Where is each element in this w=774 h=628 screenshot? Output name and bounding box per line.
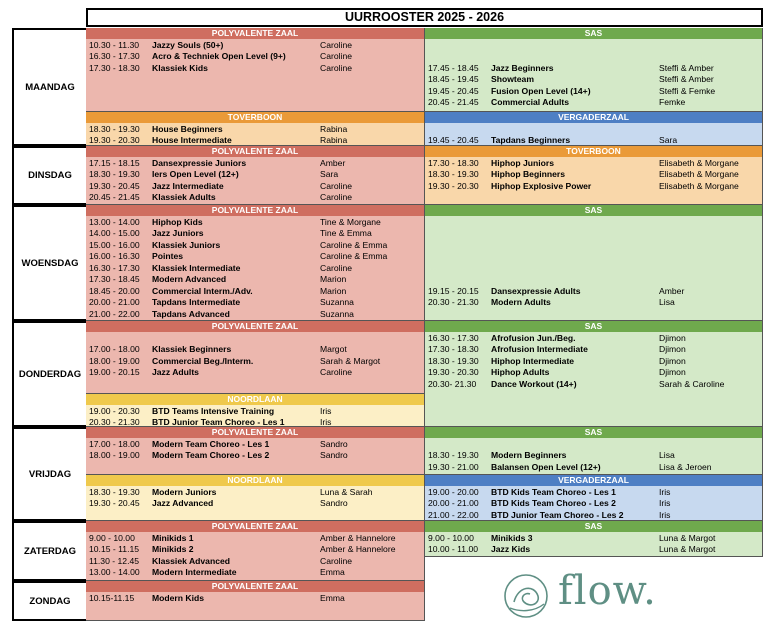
class-teacher: Caroline — [320, 39, 353, 50]
class-name: Afrofusion Intermediate — [491, 344, 588, 354]
class-time: 19.30 - 20.30 — [428, 367, 479, 377]
class-time: 16.30 - 17.30 — [428, 332, 479, 343]
class-row — [86, 498, 424, 510]
class-teacher: Suzanna — [320, 297, 354, 307]
class-name: Jazz Juniors — [152, 228, 204, 238]
class-row — [425, 498, 762, 510]
class-time: 20.00 - 21.00 — [428, 498, 479, 508]
class-time: 15.00 - 16.00 — [89, 239, 140, 250]
class-teacher: Steffi & Amber — [659, 62, 714, 73]
class-row — [86, 450, 424, 462]
class-teacher: Iris — [320, 417, 332, 427]
class-row — [86, 251, 424, 263]
class-teacher: Caroline — [320, 262, 353, 273]
class-teacher: Femke — [659, 97, 686, 107]
class-row — [425, 533, 762, 545]
class-name: Jazz Kids — [491, 544, 531, 554]
class-row — [86, 240, 424, 252]
class-row — [425, 74, 762, 86]
class-teacher: Sandro — [320, 450, 348, 460]
class-time: 20.30 - 21.30 — [89, 417, 140, 427]
day-woensdag: WOENSDAG — [12, 205, 86, 321]
class-time: 17.00 - 18.00 — [89, 344, 140, 354]
class-time: 19.45 - 20.45 — [428, 85, 479, 96]
class-name: Modern Team Choreo - Les 1 — [152, 438, 270, 449]
class-time: 18.45 - 20.00 — [89, 285, 140, 296]
class-time: 17.15 - 18.15 — [89, 157, 140, 168]
class-time: 13.00 - 14.00 — [89, 216, 140, 227]
room-block — [86, 112, 425, 146]
class-teacher: Caroline & Emma — [320, 251, 388, 261]
class-name: Klassiek Advanced — [152, 555, 231, 566]
room-header: POLYVALENTE ZAAL — [86, 427, 424, 438]
room-block — [425, 475, 763, 521]
class-time: 16.30 - 17.30 — [89, 51, 140, 61]
class-time: 14.00 - 15.00 — [89, 228, 140, 238]
class-row — [86, 228, 424, 240]
day-donderdag: DONDERDAG — [12, 321, 86, 427]
class-teacher: Luna & Margot — [659, 532, 716, 543]
room-block — [86, 521, 425, 581]
class-teacher: Luna & Sarah — [320, 486, 373, 497]
class-time: 18.30 - 19.30 — [89, 486, 140, 497]
room-block — [425, 321, 763, 427]
room-header: NOORDLAAN — [86, 475, 424, 486]
class-name: Hiphop Adults — [491, 367, 550, 377]
class-name: Hiphop Explosive Power — [491, 180, 592, 191]
class-teacher: Suzanna — [320, 308, 354, 319]
flow-logo-text: flow. — [558, 568, 657, 614]
class-name: Commercial Adults — [491, 97, 569, 107]
class-teacher: Iris — [320, 405, 332, 416]
day-dinsdag: DINSDAG — [12, 146, 86, 205]
flow-logo — [500, 568, 700, 624]
class-name: Hiphop Juniors — [491, 157, 555, 168]
day-maandag: MAANDAG — [12, 28, 86, 146]
class-teacher: Marion — [320, 285, 347, 296]
class-time: 16.30 - 17.30 — [89, 262, 140, 273]
class-teacher: Tine & Morgane — [320, 216, 381, 227]
class-row — [86, 181, 424, 193]
room-header: SAS — [425, 521, 762, 532]
room-block — [86, 581, 425, 621]
class-time: 19.45 - 20.45 — [428, 135, 479, 145]
class-teacher: Djimon — [659, 355, 686, 366]
class-name: Showteam — [491, 74, 534, 84]
class-teacher: Lisa — [659, 450, 675, 460]
class-teacher: Marion — [320, 274, 347, 284]
class-name: Modern Intermediate — [152, 567, 237, 577]
class-row — [86, 556, 424, 568]
class-teacher: Amber & Hannelore — [320, 532, 396, 543]
class-teacher: Elisabeth & Morgane — [659, 157, 739, 168]
class-name: BTD Teams Intensive Training — [152, 405, 275, 416]
room-header: SAS — [425, 321, 762, 332]
class-time: 19.00 - 20.15 — [89, 367, 140, 377]
class-name: Iers Open Level (12+) — [152, 169, 239, 179]
class-time: 19.30 - 20.30 — [428, 180, 479, 191]
class-row — [86, 567, 424, 579]
room-header: POLYVALENTE ZAAL — [86, 581, 424, 592]
class-teacher: Emma — [320, 567, 345, 577]
class-time: 17.30 - 18.30 — [428, 157, 479, 168]
class-teacher: Caroline — [320, 180, 353, 191]
class-row — [86, 63, 424, 75]
class-time: 19.00 - 20.30 — [89, 405, 140, 416]
class-row — [425, 462, 762, 474]
class-time: 17.45 - 18.45 — [428, 62, 479, 73]
class-row — [86, 593, 424, 605]
class-teacher: Caroline — [320, 62, 353, 73]
class-teacher: Lisa — [659, 297, 675, 307]
class-name: Hiphop Kids — [152, 216, 203, 227]
class-name: Modern Kids — [152, 592, 205, 603]
class-row — [425, 135, 762, 147]
room-header: POLYVALENTE ZAAL — [86, 205, 424, 216]
class-name: Jazz Intermediate — [152, 180, 224, 191]
class-teacher: Amber — [659, 285, 685, 296]
class-name: Modern Juniors — [152, 486, 217, 497]
class-name: Modern Beginners — [491, 450, 567, 460]
class-teacher: Caroline — [320, 51, 353, 61]
class-row — [86, 439, 424, 451]
room-header: POLYVALENTE ZAAL — [86, 521, 424, 532]
class-teacher: Steffi & Femke — [659, 85, 716, 96]
class-time: 20.30 - 21.30 — [428, 297, 479, 307]
class-row — [425, 356, 762, 368]
class-name: Modern Advanced — [152, 274, 227, 284]
class-teacher: Caroline — [320, 555, 353, 566]
class-time: 19.00 - 20.00 — [428, 486, 479, 497]
room-block — [425, 521, 763, 557]
class-time: 19.30 - 20.45 — [89, 498, 140, 508]
class-time: 10.15-11.15 — [89, 592, 135, 603]
class-teacher: Amber — [320, 157, 346, 168]
class-name: Commercial Beg./Interm. — [152, 355, 254, 366]
class-teacher: Steffi & Amber — [659, 74, 714, 84]
class-row — [425, 450, 762, 462]
class-teacher: Iris — [659, 509, 671, 520]
room-header: POLYVALENTE ZAAL — [86, 146, 424, 157]
room-block — [86, 427, 425, 475]
class-teacher: Tine & Emma — [320, 228, 372, 238]
class-teacher: Rabina — [320, 135, 348, 145]
class-row — [86, 169, 424, 181]
class-name: BTD Kids Team Choreo - Les 2 — [491, 498, 616, 508]
class-row — [86, 192, 424, 204]
class-time: 18.00 - 19.00 — [89, 355, 140, 366]
class-time: 18.30 - 19.30 — [428, 450, 479, 460]
class-row — [86, 344, 424, 356]
class-row — [425, 181, 762, 193]
room-block — [425, 427, 763, 475]
class-name: Commercial Interm./Adv. — [152, 285, 253, 296]
class-name: Acro & Techniek Open Level (9+) — [152, 51, 286, 61]
class-row — [425, 487, 762, 499]
room-block — [425, 205, 763, 321]
class-teacher: Djimon — [659, 344, 686, 354]
class-name: House Intermediate — [152, 135, 232, 145]
class-row — [425, 63, 762, 75]
class-row — [86, 40, 424, 52]
class-teacher: Iris — [659, 498, 671, 508]
class-name: Tapdans Intermediate — [152, 297, 241, 307]
class-name: Minikids 2 — [152, 544, 194, 554]
class-row — [425, 333, 762, 345]
class-time: 18.30 - 19.30 — [89, 169, 140, 179]
room-header: POLYVALENTE ZAAL — [86, 321, 424, 332]
class-name: Dansexpressie Juniors — [152, 157, 247, 168]
room-block — [86, 146, 425, 205]
class-name: Klassiek Juniors — [152, 239, 221, 250]
class-name: Jazzy Souls (50+) — [152, 39, 224, 50]
class-time: 18.30 - 19.30 — [428, 169, 479, 179]
class-teacher: Caroline — [320, 192, 353, 202]
class-name: BTD Junior Team Choreo - Les 2 — [491, 509, 624, 520]
class-time: 20.00 - 21.00 — [89, 297, 140, 307]
class-name: Klassiek Kids — [152, 62, 208, 73]
class-time: 17.30 - 18.30 — [428, 344, 479, 354]
room-block — [86, 394, 425, 427]
class-time: 19.15 - 20.15 — [428, 285, 479, 296]
class-name: Hiphop Beginners — [491, 169, 566, 179]
class-time: 19.30 - 20.45 — [89, 180, 140, 191]
class-teacher: Sarah & Margot — [320, 355, 381, 366]
class-teacher: Djimon — [659, 367, 686, 377]
day-zaterdag: ZATERDAG — [12, 521, 86, 581]
class-time: 17.30 - 18.30 — [89, 62, 140, 73]
room-header: SAS — [425, 28, 762, 39]
room-block — [425, 112, 763, 146]
class-name: Jazz Advanced — [152, 498, 214, 508]
class-name: Minikids 3 — [491, 532, 533, 543]
class-time: 18.30 - 19.30 — [428, 355, 479, 366]
class-time: 18.00 - 19.00 — [89, 450, 140, 460]
room-header: VERGADERZAAL — [425, 475, 762, 486]
class-time: 11.30 - 12.45 — [89, 555, 140, 566]
class-time: 18.30 - 19.30 — [89, 123, 140, 134]
class-row — [425, 344, 762, 356]
class-time: 13.00 - 14.00 — [89, 567, 140, 577]
class-row — [425, 379, 762, 391]
class-teacher: Sara — [659, 135, 678, 145]
class-time: 21.00 - 22.00 — [89, 308, 140, 319]
class-name: Tapdans Beginners — [491, 135, 571, 145]
class-row — [425, 510, 762, 522]
class-row — [86, 274, 424, 286]
class-time: 20.45 - 21.45 — [428, 97, 479, 107]
class-teacher: Sarah & Caroline — [659, 378, 725, 389]
class-time: 19.30 - 21.00 — [428, 461, 479, 472]
class-name: Afrofusion Jun./Beg. — [491, 332, 576, 343]
class-teacher: Sandro — [320, 498, 348, 508]
room-block — [425, 28, 763, 112]
class-teacher: Iris — [659, 486, 671, 497]
class-time: 17.30 - 18.45 — [89, 274, 140, 284]
class-row — [86, 487, 424, 499]
page-title: UURROOSTER 2025 - 2026 — [86, 8, 763, 27]
class-teacher: Elisabeth & Morgane — [659, 169, 739, 179]
class-row — [86, 263, 424, 275]
class-name: Fusion Open Level (14+) — [491, 85, 591, 96]
room-block — [86, 205, 425, 321]
class-teacher: Elisabeth & Morgane — [659, 180, 739, 191]
day-vrijdag: VRIJDAG — [12, 427, 86, 521]
class-name: Dance Workout (14+) — [491, 378, 577, 389]
class-time: 16.00 - 16.30 — [89, 251, 140, 261]
class-time: 10.15 - 11.15 — [89, 544, 140, 554]
class-name: Jazz Adults — [152, 367, 199, 377]
day-zondag: ZONDAG — [12, 581, 86, 621]
class-row — [86, 533, 424, 545]
class-teacher: Amber & Hannelore — [320, 544, 396, 554]
class-row — [425, 297, 762, 309]
class-time: 20.45 - 21.45 — [89, 192, 140, 202]
class-row — [86, 286, 424, 298]
room-block — [86, 28, 425, 112]
room-header: NOORDLAAN — [86, 394, 424, 405]
class-row — [86, 135, 424, 147]
class-name: Minikids 1 — [152, 532, 194, 543]
class-teacher: Caroline & Emma — [320, 239, 388, 250]
room-block — [425, 146, 763, 205]
room-header: SAS — [425, 427, 762, 438]
class-name: Klassiek Beginners — [152, 344, 232, 354]
class-row — [86, 297, 424, 309]
class-name: BTD Junior Team Choreo - Les 1 — [152, 417, 285, 427]
class-row — [425, 97, 762, 109]
class-time: 19.30 - 20.30 — [89, 135, 140, 145]
class-teacher: Emma — [320, 592, 345, 603]
class-teacher: Lisa & Jeroen — [659, 461, 712, 472]
class-row — [86, 356, 424, 368]
class-row — [86, 51, 424, 63]
class-name: BTD Kids Team Choreo - Les 1 — [491, 486, 616, 497]
class-name: Balansen Open Level (12+) — [491, 461, 601, 472]
room-block — [86, 475, 425, 521]
class-teacher: Sara — [320, 169, 339, 179]
class-row — [86, 309, 424, 321]
class-time: 10.30 - 11.30 — [89, 39, 140, 50]
class-time: 9.00 - 10.00 — [89, 532, 135, 543]
class-row — [425, 367, 762, 379]
class-name: Dansexpressie Adults — [491, 285, 581, 296]
class-name: Tapdans Advanced — [152, 308, 230, 319]
class-teacher: Sandro — [320, 438, 348, 449]
class-name: Klassiek Intermediate — [152, 262, 241, 273]
class-name: Klassiek Adults — [152, 192, 216, 202]
class-row — [86, 124, 424, 136]
class-time: 10.00 - 11.00 — [428, 544, 479, 554]
class-row — [425, 158, 762, 170]
room-block — [86, 321, 425, 394]
class-teacher: Margot — [320, 344, 347, 354]
class-name: Modern Team Choreo - Les 2 — [152, 450, 270, 460]
class-name: Jazz Beginners — [491, 62, 554, 73]
class-teacher: Luna & Margot — [659, 544, 716, 554]
class-row — [86, 544, 424, 556]
class-row — [86, 406, 424, 418]
class-teacher: Djimon — [659, 332, 686, 343]
class-teacher: Caroline — [320, 367, 353, 377]
room-header: TOVERBOON — [86, 112, 424, 123]
room-header: SAS — [425, 205, 762, 216]
class-row — [425, 544, 762, 556]
room-header: POLYVALENTE ZAAL — [86, 28, 424, 39]
class-row — [425, 86, 762, 98]
room-header: TOVERBOON — [425, 146, 762, 157]
class-name: Hiphop Intermediate — [491, 355, 575, 366]
class-row — [86, 217, 424, 229]
class-name: Pointes — [152, 251, 184, 261]
class-row — [86, 158, 424, 170]
flow-flower-icon — [500, 568, 556, 624]
room-header: VERGADERZAAL — [425, 112, 762, 123]
class-time: 21.00 - 22.00 — [428, 509, 479, 520]
class-name: House Beginners — [152, 123, 223, 134]
class-time: 18.45 - 19.45 — [428, 74, 479, 84]
class-time: 9.00 - 10.00 — [428, 532, 474, 543]
class-row — [425, 286, 762, 298]
class-time: 17.00 - 18.00 — [89, 438, 140, 449]
class-row — [86, 367, 424, 379]
class-name: Modern Adults — [491, 297, 551, 307]
class-teacher: Rabina — [320, 123, 348, 134]
class-row — [425, 169, 762, 181]
class-time: 20.30- 21.30 — [428, 378, 477, 389]
